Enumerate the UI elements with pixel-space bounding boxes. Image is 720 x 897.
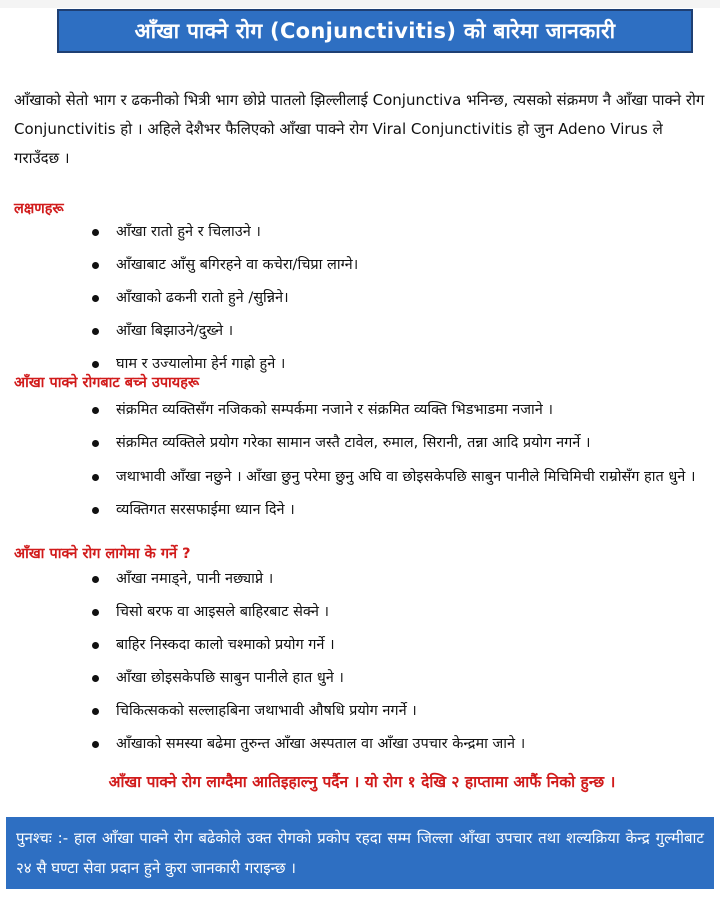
prevention-list xyxy=(88,394,708,527)
list-item: आँखाको ढकनी रातो हुने /सुन्निने। xyxy=(88,282,708,315)
list-item: बाहिर निस्कदा कालो चश्माको प्रयोग गर्ने । xyxy=(88,629,708,662)
list-item: चिसो बरफ वा आइसले बाहिरबाट सेक्ने । xyxy=(88,596,708,629)
list-item: आँखा नमाड्ने, पानी नछ्याप्ने । xyxy=(88,563,708,596)
symptoms-heading: लक्षणहरू xyxy=(14,201,64,217)
list-item: घाम र उज्यालोमा हेर्न गाह्रो हुने । xyxy=(88,348,708,381)
list-item: आँखा रातो हुने र चिलाउने । xyxy=(88,216,708,249)
list-item: संक्रमित व्यक्तिसँग नजिकको सम्पर्कमा नजाने र संक्रमित व्यक्ति भिडभाडमा नजाने । xyxy=(88,394,708,427)
prevention-heading: आँखा पाक्ने रोगबाट बच्ने उपायहरू xyxy=(14,375,200,391)
list-item: आँखाबाट आँसु बगिरहने वा कचेरा/चिप्रा लाग्ने। xyxy=(88,249,708,282)
footer-notice: पुनश्चः :- हाल आँखा पाक्ने रोग बढेकोले उक्त रोगको प्रकोप रहदा सम्म जिल्ला आँखा उपचार तथा शल्यक्रिया केन्द्र गुल्मीबाट २४ सै घण्टा सेवा प्रदान हुने कुरा जानकारी गराइन्छ । xyxy=(6,817,714,889)
page-title: आँखा पाक्ने रोग (Conjunctivitis) को बारेमा जानकारी xyxy=(57,9,693,53)
if-infected-heading: आँखा पाक्ने रोग लागेमा के गर्ने ? xyxy=(14,546,191,562)
intro-paragraph: आँखाको सेतो भाग र ढकनीको भित्री भाग छोप्ने पातलो झिल्लीलाई Conjunctiva भनिन्छ, त्यसको संक्रमण नै आँखा पाक्ने रोग Conjunctivitis हो । अहिले देशैभर फैलिएको आँखा पाक्ने रोग Viral Conjunctivitis हो जुन Adeno Virus ले गराउँदछ । xyxy=(14,91,705,167)
symptoms-list xyxy=(88,216,708,381)
if-infected-list xyxy=(88,563,708,761)
top-edge-strip xyxy=(0,0,720,8)
list-item: संक्रमित व्यक्तिले प्रयोग गरेका सामान जस्तै टावेल, रुमाल, सिरानी, तन्ना आदि प्रयोग नगर्ने । xyxy=(88,427,708,460)
list-item: आँखाको समस्या बढेमा तुरुन्त आँखा अस्पताल वा आँखा उपचार केन्द्रमा जाने । xyxy=(88,728,708,761)
list-item: आँखा बिझाउने/दुख्ने । xyxy=(88,315,708,348)
list-item: व्यक्तिगत सरसफाईमा ध्यान दिने । xyxy=(88,494,708,527)
list-item: चिकित्सकको सल्लाहबिना जथाभावी औषधि प्रयोग नगर्ने । xyxy=(88,695,708,728)
warning-note: आँखा पाक्ने रोग लाग्दैमा आतिइहाल्नु पर्दैन । यो रोग १ देखि २ हाप्तामा आफैं निको हुन्छ । xyxy=(108,773,616,791)
list-item: आँखा छोइसकेपछि साबुन पानीले हात धुने । xyxy=(88,662,708,695)
list-item: जथाभावी आँखा नछुने । आँखा छुनु परेमा छुनु अघि वा छोइसकेपछि साबुन पानीले मिचिमिची राम्रोसँग हात धुने । xyxy=(88,460,708,494)
